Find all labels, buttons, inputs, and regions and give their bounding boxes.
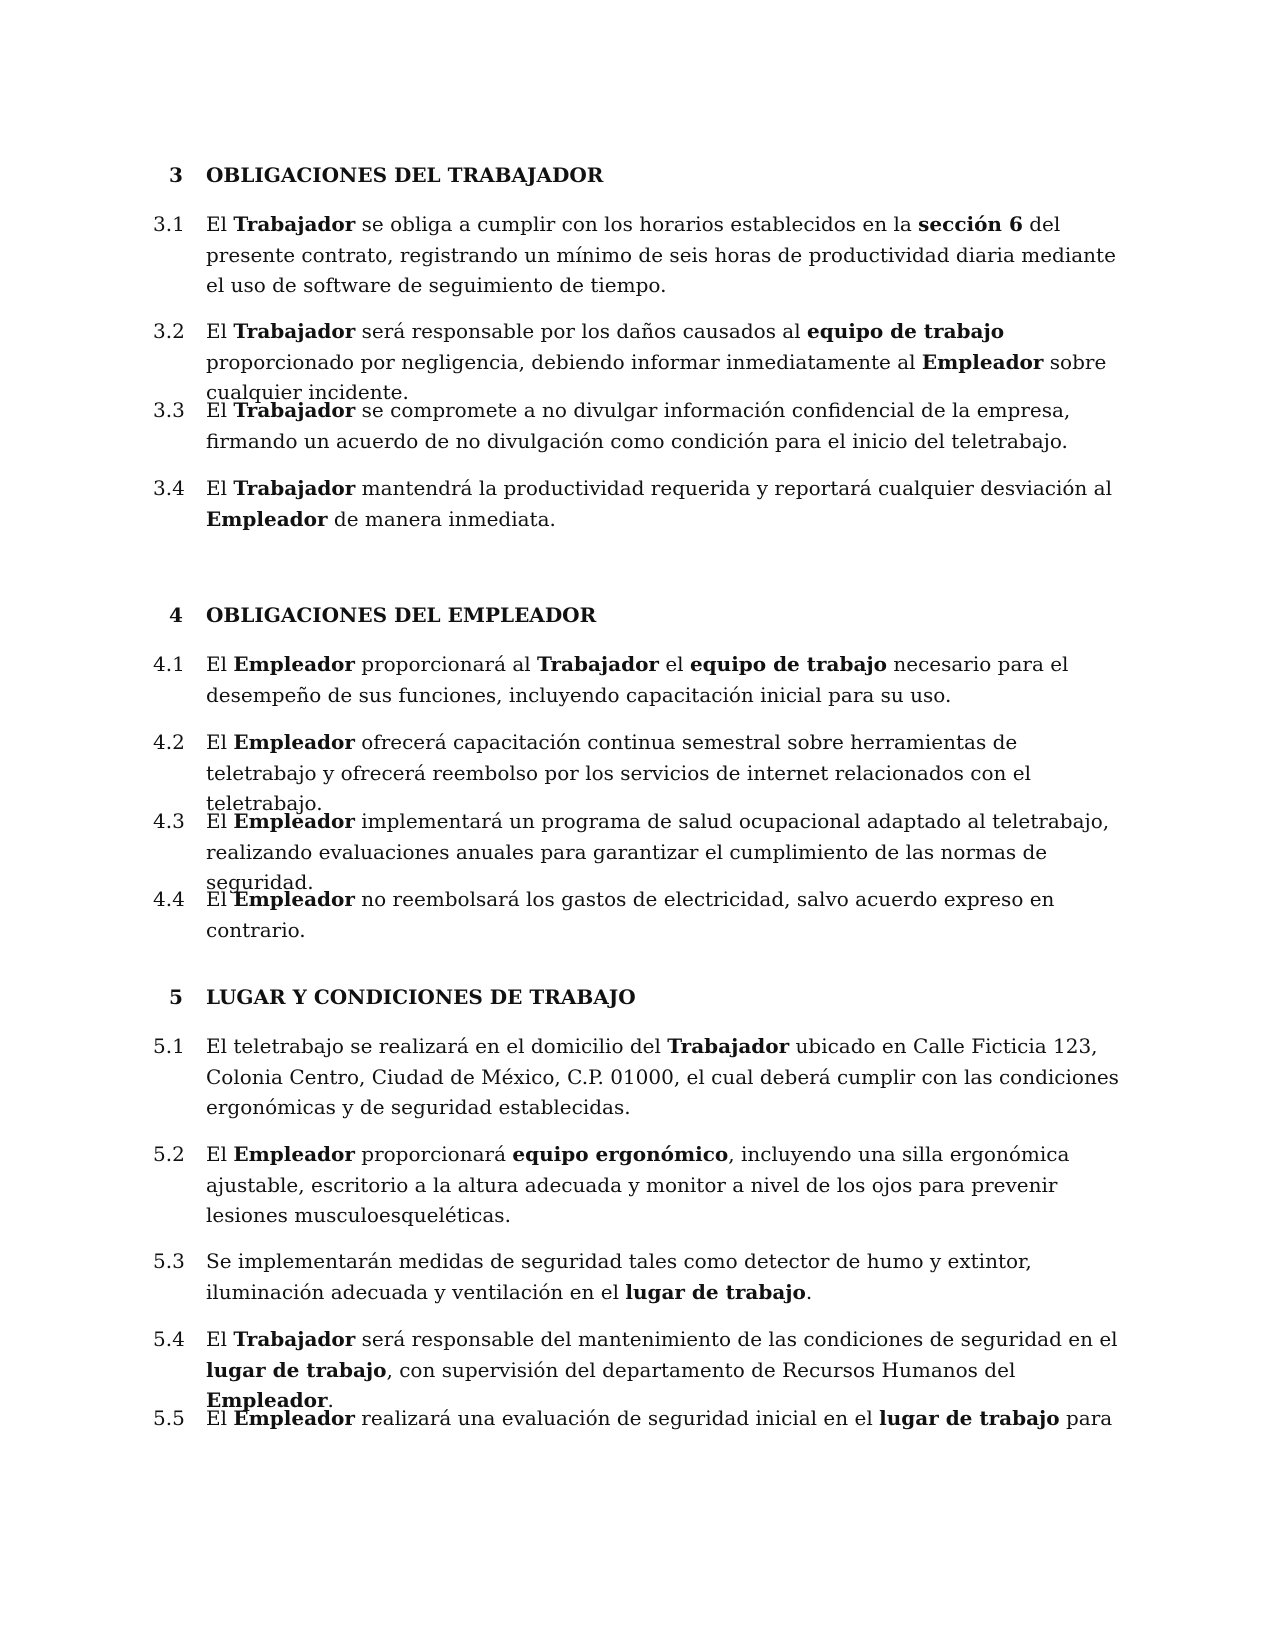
clause-number: 5.2 — [153, 1142, 185, 1166]
bold-term: Empleador — [206, 1388, 328, 1412]
bold-term: lugar de trabajo — [625, 1279, 806, 1304]
text-run: no reembolsará los gastos de electricidad, salvo acuerdo expreso en contrario. — [206, 887, 1055, 942]
text-run: ubicado en Calle Ficticia 123, Colonia Centro, Ciudad de México, C.P. 01000, el cual deberá cumplir con las condiciones ergonómicas y de seguridad establecidas. — [206, 1034, 1119, 1119]
clause-number: 4.3 — [153, 809, 185, 833]
bold-term: equipo de trabajo — [689, 652, 887, 676]
clause-number: 3.2 — [153, 319, 185, 343]
clause-number: 5.3 — [153, 1249, 185, 1273]
text-run: El teletrabajo se realizará en el domicilio del — [206, 1034, 668, 1058]
text-run: El — [206, 1327, 234, 1351]
text-run: el — [658, 652, 690, 676]
clause-number: 3.1 — [153, 212, 185, 236]
clause-text — [206, 727, 1126, 819]
bold-term: Trabajador — [233, 1327, 356, 1351]
section-title: OBLIGACIONES DEL TRABAJADOR — [206, 163, 604, 187]
bold-term: Empleador — [206, 506, 328, 531]
text-run: proporcionará — [354, 1142, 513, 1166]
text-run: ofrecerá capacitación continua semestral sobre herramientas de teletrabajo y ofrecerá reembolso por los servicios de internet relacionados con el teletrabajo. — [206, 730, 1032, 815]
section-number: 4 — [169, 603, 183, 627]
text-run: El — [206, 809, 234, 833]
clause-text — [206, 1031, 1126, 1123]
text-run: . — [805, 1279, 813, 1304]
text-run: . — [327, 1388, 334, 1412]
text-run: El — [206, 476, 234, 500]
text-run: para — [1059, 1406, 1113, 1430]
clause-text — [206, 649, 1126, 710]
text-run: El — [206, 652, 234, 676]
clause-number: 3.4 — [153, 476, 185, 500]
bold-term: Trabajador — [233, 212, 356, 236]
text-run: sobre cualquier incidente. — [206, 349, 1107, 404]
text-run: se obliga a cumplir con los horarios establecidos en la — [355, 212, 919, 236]
bold-term: Trabajador — [667, 1034, 790, 1058]
text-run: El — [206, 1406, 234, 1430]
clause-text — [206, 209, 1126, 301]
clause-text — [206, 473, 1126, 534]
clause-text — [206, 1403, 1126, 1434]
text-run: se compromete a no divulgar información confidencial de la empresa, firmando un acuerdo de no divulgación como condición para el inicio del teletrabajo. — [206, 398, 1071, 453]
bold-term: Empleador — [921, 349, 1044, 374]
bold-term: Empleador — [233, 730, 355, 754]
text-run: será responsable del mantenimiento de las condiciones de seguridad en el — [355, 1327, 1118, 1351]
bold-term: Trabajador — [233, 476, 356, 500]
text-run: , con supervisión del departamento de Recursos Humanos del — [386, 1357, 1016, 1382]
section-title: OBLIGACIONES DEL EMPLEADOR — [206, 603, 597, 627]
bold-term: Empleador — [233, 809, 355, 833]
clause-number: 3.3 — [153, 398, 185, 422]
section-number: 5 — [169, 985, 183, 1009]
section-number: 3 — [169, 163, 183, 187]
text-run: El — [206, 398, 234, 422]
text-run: será responsable por los daños causados al — [355, 319, 807, 343]
clause-number: 5.1 — [153, 1034, 185, 1058]
text-run: El — [206, 730, 234, 754]
text-run: implementará un programa de salud ocupacional adaptado al teletrabajo, realizando evaluaciones anuales para garantizar el cumplimiento de las normas de seguridad. — [206, 809, 1110, 894]
text-run: El — [206, 319, 234, 343]
bold-term: Empleador — [233, 1142, 355, 1166]
clause-text — [206, 1139, 1126, 1231]
text-run: Se implementarán medidas de seguridad tales como detector de humo y extintor, iluminación adecuada y ventilación en el — [206, 1249, 1032, 1304]
clause-number: 5.5 — [153, 1406, 185, 1430]
bold-term: Trabajador — [233, 319, 356, 343]
text-run: El — [206, 212, 234, 236]
bold-term: Trabajador — [233, 398, 356, 422]
bold-term: Empleador — [233, 652, 355, 676]
bold-term: lugar de trabajo — [206, 1357, 387, 1382]
text-run: necesario para el desempeño de sus funciones, incluyendo capacitación inicial para su uso. — [206, 652, 1069, 707]
clause-text — [206, 884, 1126, 945]
bold-term: lugar de trabajo — [879, 1406, 1060, 1430]
text-run: El — [206, 887, 234, 911]
text-run: mantendrá la productividad requerida y reportará cualquier desviación al — [355, 476, 1112, 500]
text-run: realizará una evaluación de seguridad inicial en el — [354, 1406, 880, 1430]
clause-number: 4.4 — [153, 887, 185, 911]
text-run: , incluyendo una silla ergonómica ajustable, escritorio a la altura adecuada y monitor a nivel de los ojos para prevenir lesiones musculoesqueléticas. — [206, 1142, 1070, 1227]
text-run: El — [206, 1142, 234, 1166]
bold-term: Trabajador — [537, 652, 659, 676]
clause-text — [206, 1324, 1126, 1416]
clause-text — [206, 1246, 1126, 1307]
bold-term: Empleador — [233, 1406, 355, 1430]
text-run: del presente contrato, registrando un mínimo de seis horas de productividad diaria mediante el uso de software de seguimiento de tiempo. — [206, 212, 1116, 297]
section-title: LUGAR Y CONDICIONES DE TRABAJO — [206, 985, 636, 1009]
clause-text — [206, 395, 1126, 456]
bold-term: Empleador — [233, 887, 355, 911]
text-run: proporcionará al — [354, 652, 538, 676]
bold-term: sección 6 — [918, 212, 1023, 236]
bold-term: equipo de trabajo — [807, 319, 1005, 343]
clause-text — [206, 316, 1126, 408]
text-run: de manera inmediata. — [327, 506, 556, 531]
clause-number: 5.4 — [153, 1327, 185, 1351]
bold-term: equipo ergonómico — [512, 1142, 729, 1166]
clause-number: 4.2 — [153, 730, 185, 754]
clause-number: 4.1 — [153, 652, 185, 676]
text-run: proporcionado por negligencia, debiendo informar inmediatamente al — [206, 349, 922, 374]
